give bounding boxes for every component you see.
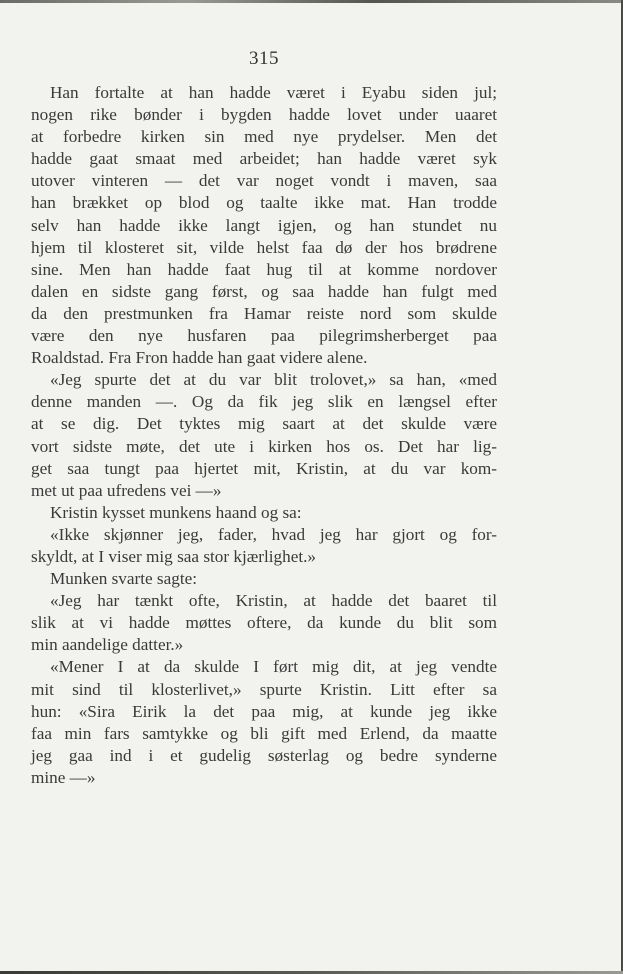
text-line: at forbedre kirken sin med nye prydelser. Men det [31,127,497,147]
text-line: mine —» [31,767,96,787]
text-line: faa min fars samtykke og bli gift med Erlend, da maatte [31,723,497,743]
text-line: være den nye husfaren paa pilegrimsherberget paa [31,326,497,346]
text-line: hun: «Sira Eirik la det paa mig, at kunde jeg ikke [31,701,497,721]
text-line: at se dig. Det tyktes mig saart at det skulde være [31,414,497,434]
text-line: Kristin kysset munkens haand og sa: [50,502,302,522]
text-line: met ut paa ufredens vei —» [31,480,222,500]
text-line: da den prestmunken fra Hamar reiste nord som skulde [31,303,497,323]
text-line: denne manden —. Og da fik jeg slik en længsel efter [31,392,497,412]
text-line: jeg gaa ind i et gudelig søsterlag og bedre synderne [31,745,497,765]
text-line: «Jeg har tænkt ofte, Kristin, at hadde det baaret til [50,591,497,611]
scan-edge-top [0,0,623,3]
text-line: «Ikke skjønner jeg, fader, hvad jeg har gjort og for- [50,524,497,544]
page-number: 315 [249,48,279,69]
text-line: hjem til klosteret sit, vilde helst faa dø der hos brødrene [31,237,497,257]
text-line: sine. Men han hadde faat hug til at komme nordover [31,259,497,279]
text-line: Munken svarte sagte: [50,569,198,589]
text-line: min aandelige datter.» [31,635,184,655]
text-line: mit sind til klosterlivet,» spurte Kristin. Litt efter sa [31,679,497,699]
text-line: hadde gaat smaat med arbeidet; han hadde været syk [31,149,497,169]
text-line: nogen rike bønder i bygden hadde lovet under uaaret [31,105,497,125]
text-line: dalen en sidste gang først, og saa hadde han fulgt med [31,281,497,301]
text-line: skyldt, at I viser mig saa stor kjærlighet.» [31,546,316,566]
text-line: slik at vi hadde møttes oftere, da kunde du blit som [31,613,497,633]
body-text [31,82,497,789]
text-line: selv han hadde ikke langt igjen, og han stundet nu [31,215,497,235]
text-line: Roaldstad. Fra Fron hadde han gaat videre alene. [31,348,368,368]
text-line: get saa tungt paa hjertet mit, Kristin, at du var kom- [31,458,497,478]
text-line: «Jeg spurte det at du var blit trolovet,» sa han, «med [50,370,497,390]
text-line: «Mener I at da skulde I ført mig dit, at jeg vendte [50,657,497,677]
text-line: vort sidste møte, det ute i kirken hos os. Det har lig- [31,436,497,456]
text-line: utover vinteren — det var noget vondt i maven, saa [31,171,497,191]
text-line: Han fortalte at han hadde været i Eyabu siden jul; [50,83,497,102]
text-line: han brækket op blod og taalte ikke mat. Han trodde [31,193,497,213]
